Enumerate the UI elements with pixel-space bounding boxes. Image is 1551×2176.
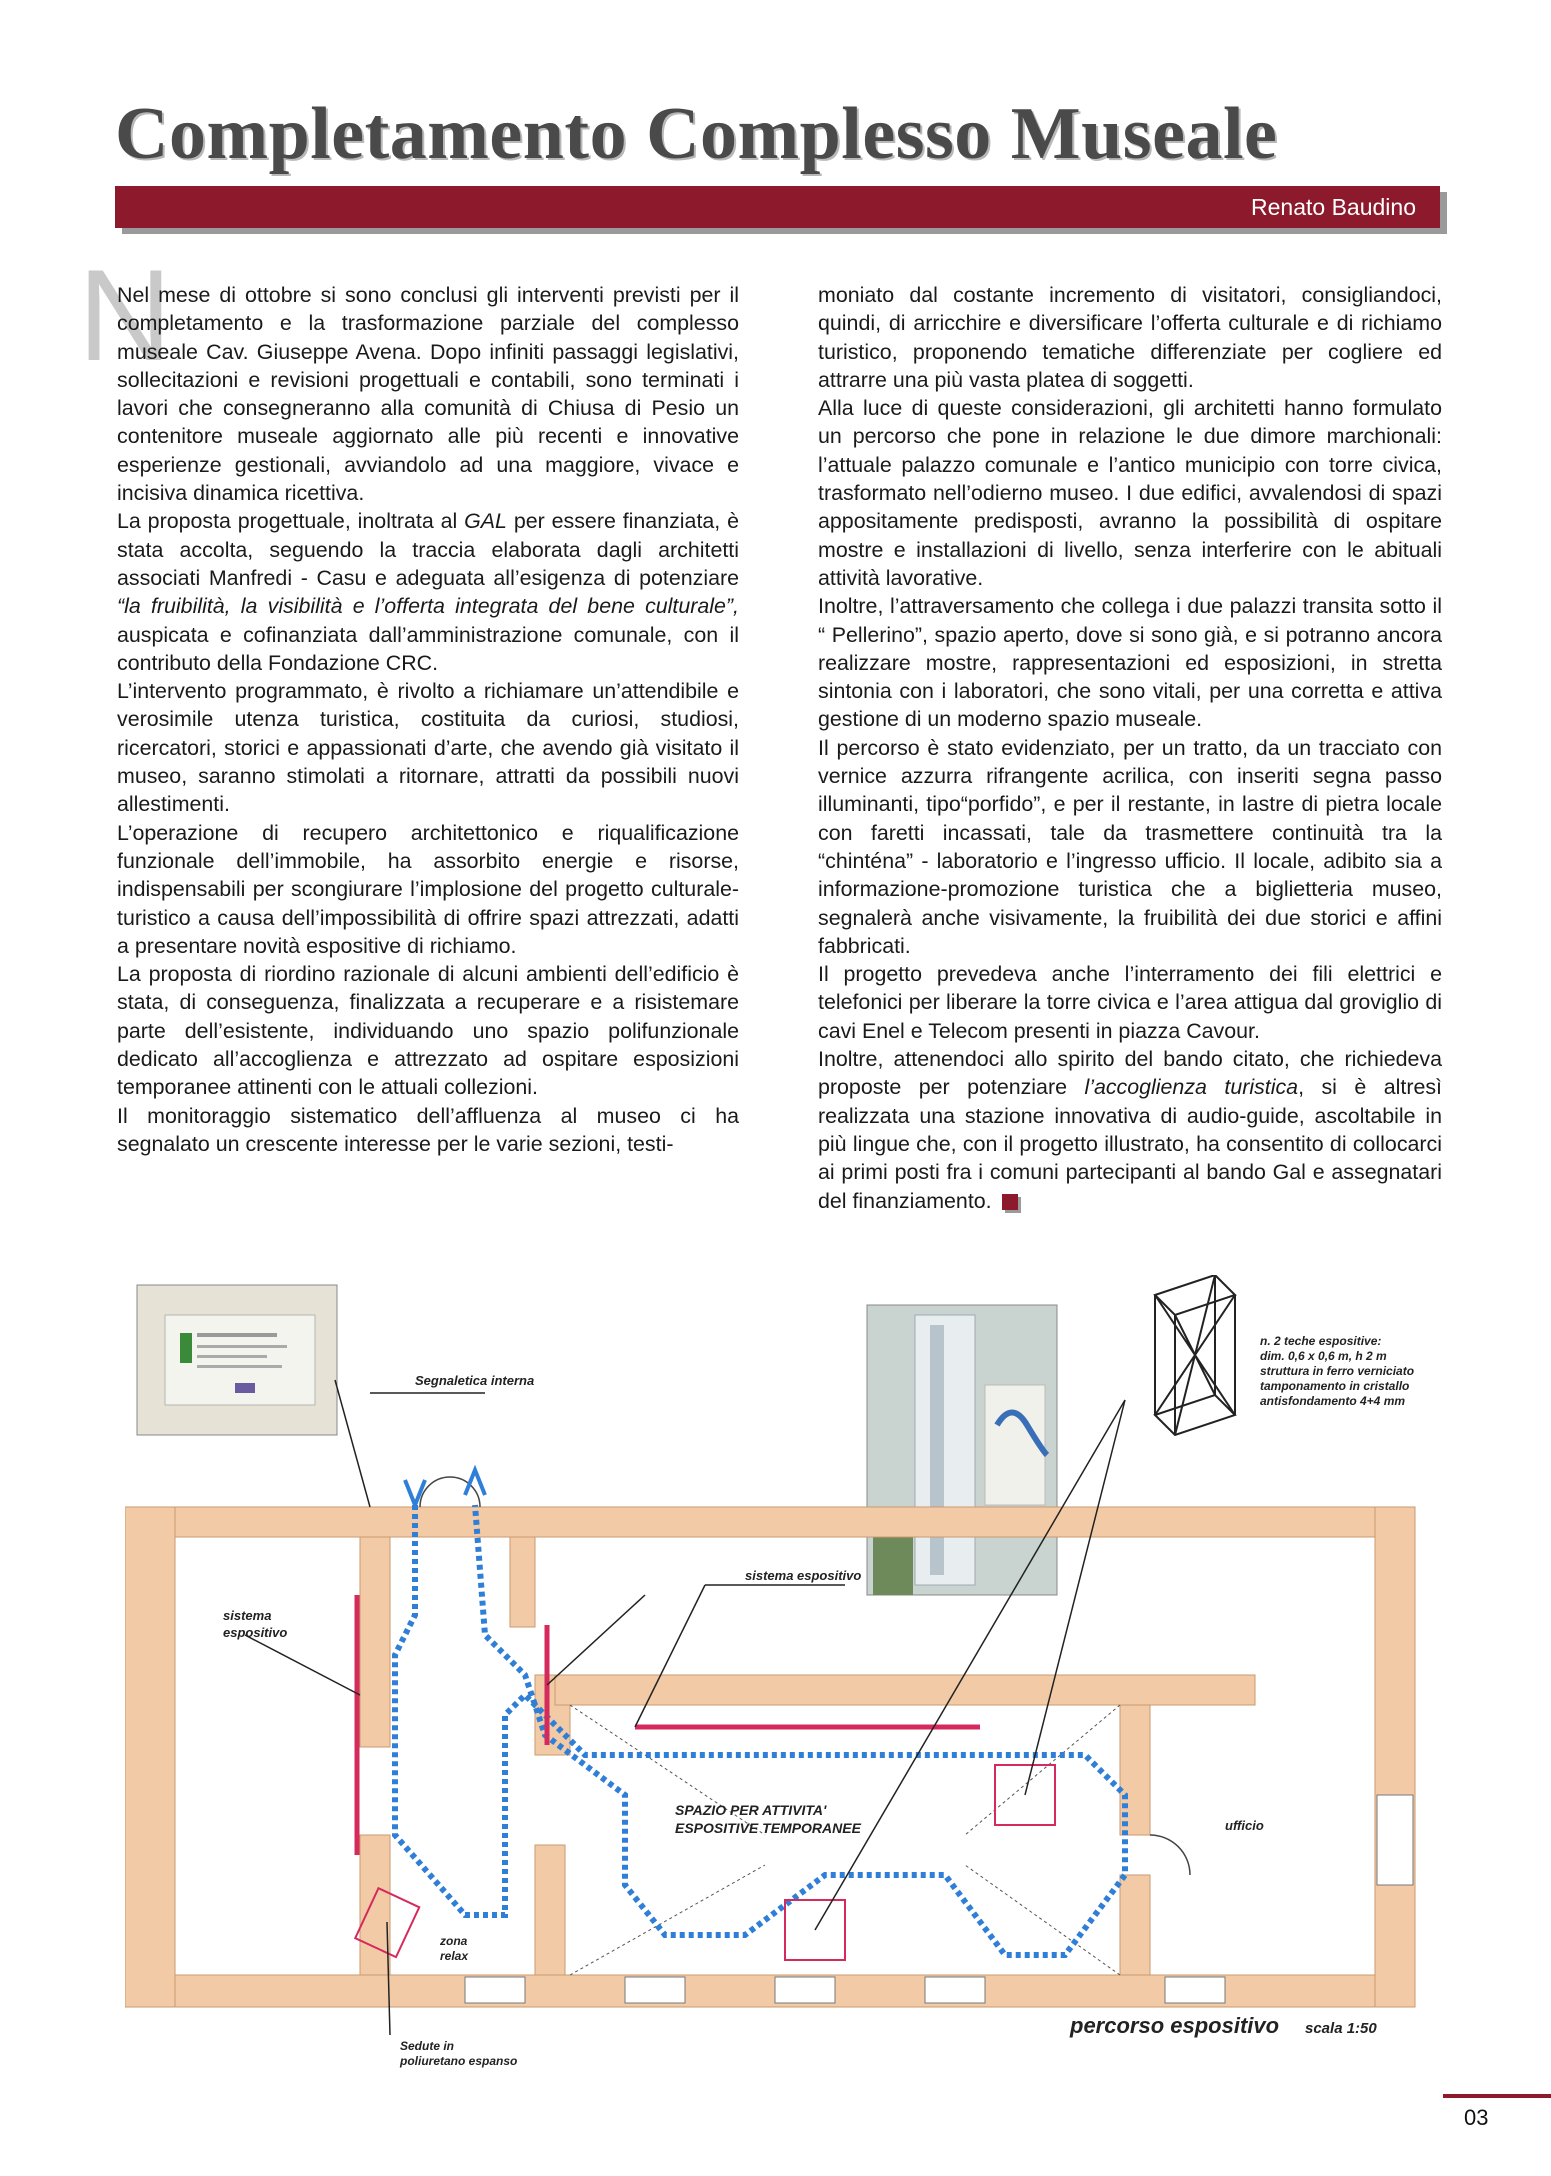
page-title: Completamento Complesso Museale [115, 93, 1278, 175]
label-sedute: poliuretano espanso [400, 2054, 518, 2068]
paragraph: La proposta di riordino razionale di alcuni ambienti dell’edificio è stata, di conseguenza, finalizzata a recuperare e a risistemare parte dell’esistente, individuando uno spazio polifunzionale dedicato all’accoglienza e attrezzato ad ospitare esposizioni temporanee attinenti con le attuali collezioni. [117, 962, 739, 1100]
label-teche: antisfondamento 4+4 mm [1260, 1394, 1406, 1408]
article-column-2 [818, 281, 1442, 1215]
label-zona: zona [440, 1934, 468, 1948]
label-segnaletica: Segnaletica interna [415, 1373, 535, 1388]
label-scala: scala 1:50 [1305, 2020, 1377, 2037]
author-bar [115, 186, 1440, 228]
paragraph: Nel mese di ottobre si sono conclusi gli interventi previsti per il completamento e la trasformazione parziale del complesso museale Cav. Giuseppe Avena. Dopo infiniti passaggi legislativi, sollecitazioni e revisioni progettuali e contabili, sono terminati i lavori che consegneranno alla comunità di Chiusa di Pesio un contenitore museale aggiornato alle più recenti e innovative esperienze gestionali, avviandolo ad una maggiore, vivace e incisiva dinamica ricettiva. [117, 283, 739, 506]
label-ufficio: ufficio [1225, 1818, 1264, 1833]
paragraph: Alla luce di queste considerazioni, gli architetti hanno formulato un percorso che pone in relazione le due dimore marchionali: l’attuale palazzo comunale e l’antico municipio con torre civica, trasformato nell’odierno museo. I due edifici, avvalendosi di spazi appositamente predisposti, avranno la possibilità di ospitare mostre e installazioni di livello, senza interferire con le abituali attività lavorative. [818, 396, 1442, 590]
windows [465, 1795, 1413, 2003]
label-sistema-right: sistema espositivo [745, 1568, 862, 1583]
label-teche: struttura in ferro verniciato [1260, 1364, 1415, 1378]
label-spazio: SPAZIO PER ATTIVITA' [675, 1802, 827, 1818]
label-teche: n. 2 teche espositive: [1260, 1334, 1382, 1348]
paragraph: Inoltre, attenendoci allo spirito del bando citato, che richiedeva proposte per potenziare l’accoglienza turistica, si è altresì realizzata una stazione innovativa di audio-guide, ascoltabile in più lingue che, con il progetto illustrato, ha consentito di collocarci ai primi posti fra i comuni partecipanti al bando Gal e assegnatari del finanziamento. [818, 1047, 1442, 1213]
showcases [355, 1765, 1055, 1960]
paragraph: Il monitoraggio sistematico dell’affluenza al museo ci ha segnalato un crescente interesse per le varie sezioni, testi- [117, 1103, 739, 1156]
label-sedute: Sedute in [400, 2039, 455, 2053]
paragraph: Il progetto prevedeva anche l’interramento dei fili elettrici e telefonici per liberare la torre civica e l’area attigua dal groviglio di cavi Enel e Telecom presenti in piazza Cavour. [818, 962, 1442, 1043]
paragraph: Il percorso è stato evidenziato, per un tratto, da un tracciato con vernice azzurra rifrangente acrilica, con inseriti segna passo illuminanti, tipo“porfido”, e per il restante, in lastre di pietra locale con faretti incassati, tale da trasmettere continuità tra la “chinténa” - laboratorio e l’ingresso ufficio. Il locale, adibito sia a informazione-promozione turistica che a biglietteria museo, segnalerà anche visivamente, la fruibilità dei due storici e affini fabbricati. [818, 735, 1442, 958]
end-mark-icon [1002, 1194, 1018, 1210]
page-number: 03 [1464, 2105, 1489, 2130]
label-sistema-left: sistema [223, 1608, 272, 1623]
article-column-1 [117, 281, 739, 1158]
sign-photo [137, 1285, 337, 1435]
label-sistema-left: espositivo [223, 1625, 288, 1640]
paragraph: Inoltre, l’attraversamento che collega i due palazzi transita sotto il “ Pellerino”, spazio aperto, dove si sono già, e si potranno ancora realizzare mostre, rappresentazioni ed esposizioni, in stretta sintonia con i laboratori, che sono vitali, per una corretta e attiva gestione di un moderno spazio museale. [818, 594, 1442, 732]
display-systems [357, 1595, 980, 1855]
label-zona: relax [440, 1949, 469, 1963]
paragraph: moniato dal costante incremento di visitatori, consigliandoci, quindi, di arricchire e diversificare l’offerta culturale e di richiamo turistico, proponendo tematiche differenziate per cogliere ed attrarre una più vasta platea di soggetti. [818, 283, 1442, 392]
label-teche: dim. 0,6 x 0,6 m, h 2 m [1260, 1349, 1387, 1363]
author-name: Renato Baudino [1251, 194, 1416, 220]
label-spazio: ESPOSITIVE TEMPORANEE [675, 1820, 861, 1836]
paragraph: L’intervento programmato, è rivolto a richiamare un’attendibile e verosimile utenza turistica, costituita da curiosi, studiosi, ricercatori, storici e appassionati d’arte, che avendo già visitato il museo, saranno stimolati a ritornare, attratti da possibili nuovi allestimenti. [117, 679, 739, 817]
showcase-photo [867, 1305, 1057, 1595]
paragraph: L’operazione di recupero architettonico e riqualificazione funzionale dell’immobile, ha assorbito energie e risorse, indispensabili per scongiurare l’implosione del progetto culturale-turistico a causa dell’impossibilità di offrire spazi attrezzati, adatti a presentare novità espositive di richiamo. [117, 820, 739, 958]
label-teche: tamponamento in cristallo [1260, 1379, 1410, 1393]
paragraph: La proposta progettuale, inoltrata al GAL per essere finanziata, è stata accolta, seguendo la traccia elaborata dagli architetti associati Manfredi - Casu e adeguata all’esigenza di potenziare “la fruibilità, la visibilità e l’offerta integrata del bene culturale”, auspicata e cofinanziata dall’amministrazione comunale, con il contributo della Fondazione CRC. [117, 509, 739, 675]
floor-plan [125, 1275, 1455, 2095]
footer-rule [1443, 2094, 1551, 2098]
drop-cap: N [78, 242, 172, 388]
label-percorso: percorso espositivo [1070, 2013, 1280, 2038]
showcase-drawing [1155, 1275, 1235, 1435]
